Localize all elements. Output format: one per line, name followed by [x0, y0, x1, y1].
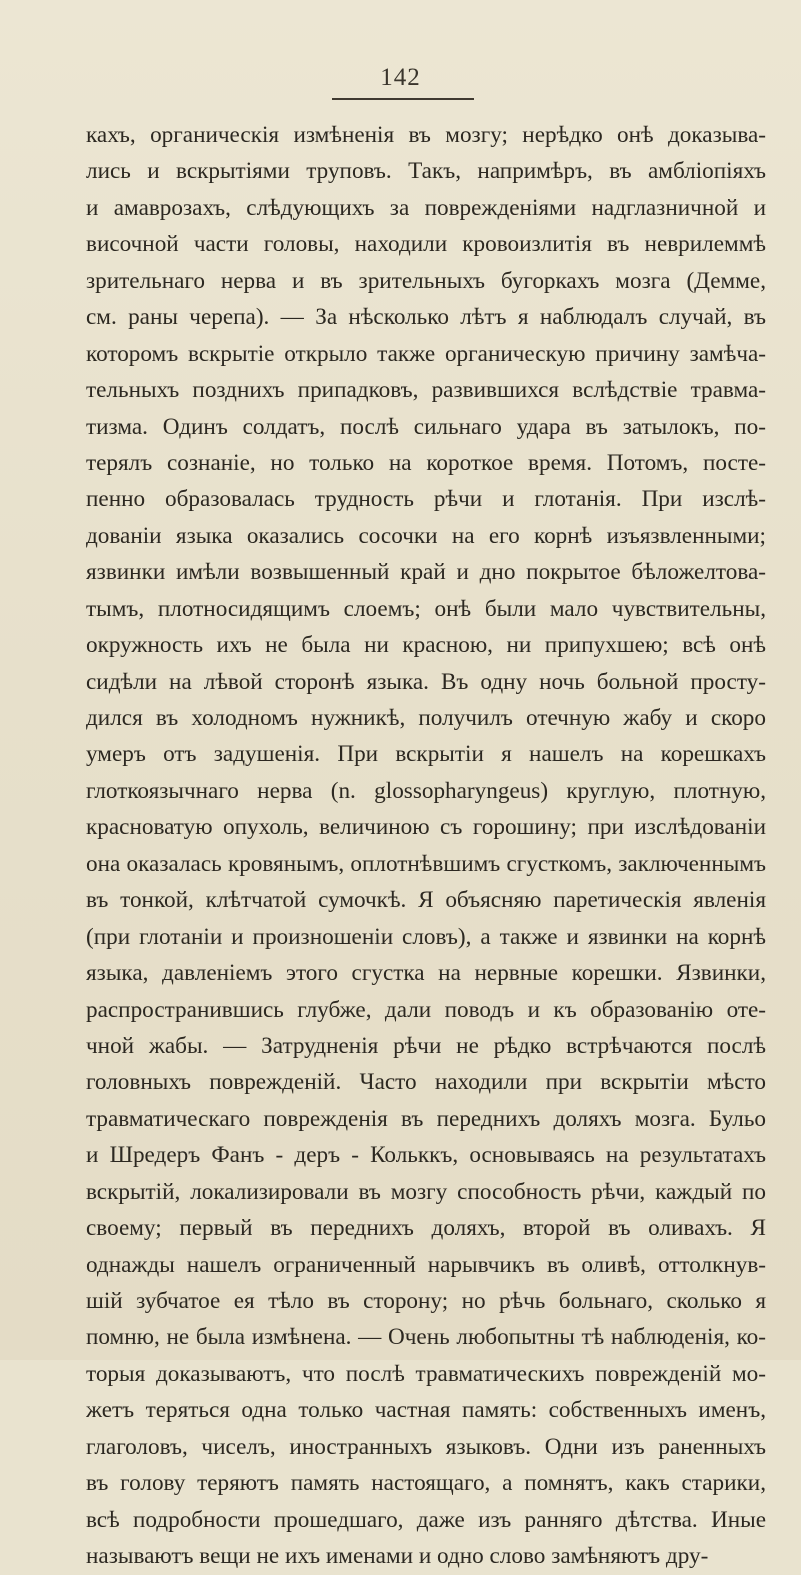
text-line: въ тонкой, клѣтчатой сумочкѣ. Я объясняю паретическія явленія [86, 887, 766, 914]
text-line: терялъ сознаніе, но только на короткое время. Потомъ, посте- [86, 449, 766, 476]
text-line: и Шредеръ Фанъ - деръ - Кольккъ, основываясь на результатахъ [86, 1142, 766, 1169]
text-line: въ голову теряютъ память настоящаго, а помнятъ, какъ старики, [86, 1470, 766, 1497]
text-line: сидѣли на лѣвой сторонѣ языка. Въ одну ночь больной просту- [86, 668, 766, 695]
text-line: называютъ вещи не ихъ именами и одно слово замѣняютъ дру- [86, 1543, 709, 1570]
text-line: (при глотаніи и произношеніи словъ), а также и язвинки на корнѣ [86, 923, 766, 950]
body-text [86, 117, 766, 1575]
text-line: травматическаго поврежденія въ переднихъ доляхъ мозга. Бульо [86, 1105, 766, 1132]
text-line: височной части головы, находили кровоизлитія въ неврилеммѣ [86, 231, 766, 258]
text-line: умеръ отъ задушенія. При вскрытіи я нашелъ на корешкахъ [86, 741, 766, 768]
text-line: окружность ихъ не была ни красною, ни припухшею; всѣ онѣ [86, 632, 766, 659]
page-number-underline [332, 98, 474, 100]
text-line: см. раны черепа). — За нѣсколько лѣтъ я наблюдалъ случай, въ [86, 304, 766, 331]
text-line: глаголовъ, чиселъ, иностранныхъ языковъ. Одни изъ раненныхъ [86, 1433, 766, 1460]
text-line: красноватую опухоль, величиною съ горошину; при изслѣдованіи [86, 814, 766, 841]
text-line: глоткоязычнаго нерва (n. glossopharyngeus) круглую, плотную, [86, 777, 766, 804]
text-line: тизма. Одинъ солдатъ, послѣ сильнаго удара въ затылокъ, по- [86, 413, 766, 440]
text-line: распространившись глубже, дали поводъ и къ образованію оте- [86, 996, 766, 1023]
text-line: язвинки имѣли возвышенный край и дно покрытое бѣложелтова- [86, 559, 766, 586]
text-line: всѣ подробности прошедшаго, даже изъ ранняго дѣтства. Иные [86, 1506, 766, 1533]
text-line: помню, не была измѣнена. — Очень любопытны тѣ наблюденія, ко- [86, 1324, 766, 1351]
text-line: вскрытій, локализировали въ мозгу способность рѣчи, каждый по [86, 1178, 766, 1205]
text-line: шій зубчатое ея тѣло въ сторону; но рѣчь больнаго, сколько я [86, 1288, 766, 1314]
text-line: пенно образовалась трудность рѣчи и глотанія. При изслѣ- [86, 486, 766, 513]
text-line: кахъ, органическія измѣненія въ мозгу; нерѣдко онѣ доказыва- [86, 122, 766, 148]
text-line: языка, давленіемъ этого сгустка на нервные корешки. Язвинки, [86, 960, 766, 987]
text-line: торыя доказываютъ, что послѣ травматическихъ поврежденій мо- [86, 1360, 766, 1387]
text-line: дился въ холодномъ нужникѣ, получилъ отечную жабу и скоро [86, 705, 766, 731]
text-line: жетъ теряться одна только частная память: собственныхъ именъ, [86, 1397, 766, 1424]
text-line: зрительнаго нерва и въ зрительныхъ бугоркахъ мозга (Демме, [86, 267, 766, 294]
text-line: лись и вскрытіями труповъ. Такъ, напримѣръ, въ амбліопіяхъ [86, 158, 766, 185]
text-line: которомъ вскрытіе открыло также органическую причину замѣча- [86, 340, 766, 367]
text-line: головныхъ поврежденій. Часто находили при вскрытіи мѣсто [86, 1069, 766, 1096]
text-line: и амаврозахъ, слѣдующихъ за поврежденіями надглазничной и [86, 194, 766, 221]
text-line: чной жабы. — Затрудненія рѣчи не рѣдко встрѣчаются послѣ [86, 1032, 766, 1059]
text-line: однажды нашелъ ограниченный нарывчикъ въ оливѣ, оттолкнув- [86, 1251, 766, 1278]
page-number: 142 [380, 64, 421, 91]
text-line: тельныхъ позднихъ припадковъ, развившихся вслѣдствіе травма- [86, 377, 766, 404]
text-line: своему; первый въ переднихъ доляхъ, второй въ оливахъ. Я [86, 1215, 766, 1242]
text-line: она оказалась кровянымъ, оплотнѣвшимъ сгусткомъ, заключеннымъ [86, 850, 766, 877]
text-line: дованіи языка оказались сосочки на его корнѣ изъязвленными; [86, 522, 766, 549]
text-line: тымъ, плотносидящимъ слоемъ; онѣ были мало чувствительны, [86, 595, 766, 622]
